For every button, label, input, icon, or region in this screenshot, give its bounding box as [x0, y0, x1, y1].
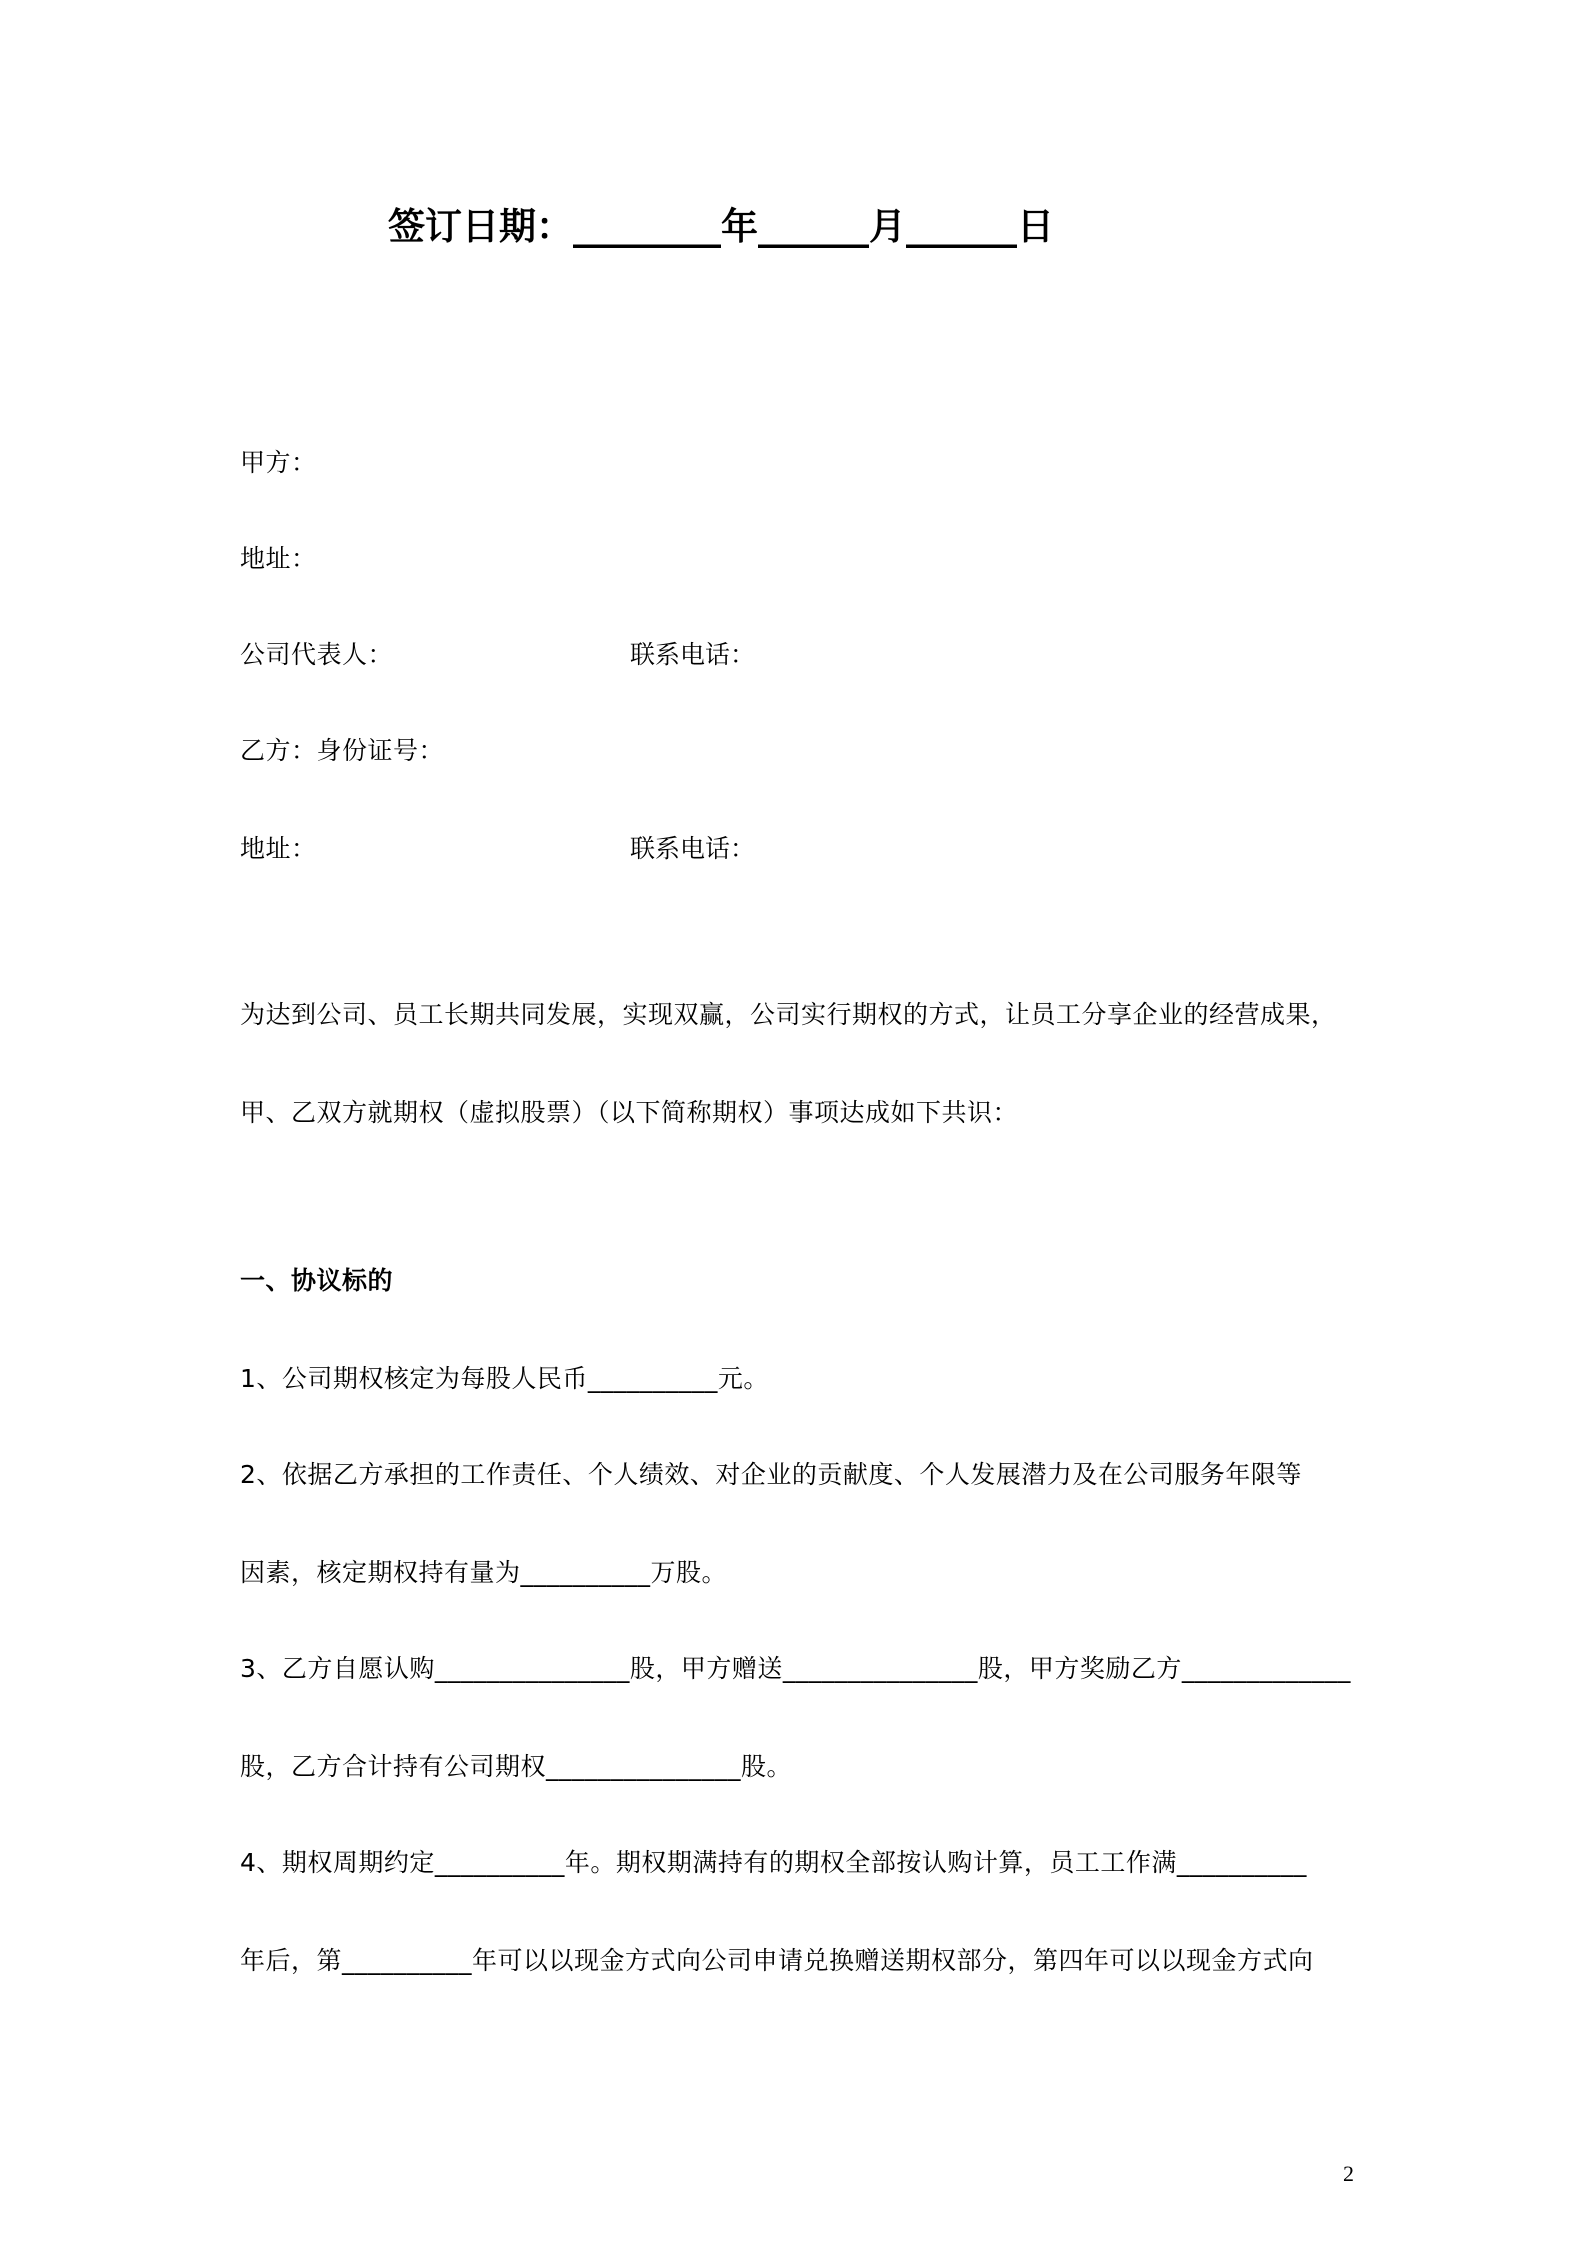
party-b-address-label: 地址：	[240, 834, 317, 863]
clause-line-3: 因素，核定期权持有量为__________万股。	[240, 1558, 728, 1587]
party-a-label: 甲方：	[240, 448, 317, 477]
clause-line-6: 4、期权周期约定__________年。期权期满持有的期权全部按认购计算，员工工作满__________	[240, 1848, 1307, 1877]
party-b-id-label: 乙方：身份证号：	[240, 736, 445, 765]
company-representative-label: 公司代表人：	[240, 640, 394, 669]
clause-line-1: 1、公司期权核定为每股人民币__________元。	[240, 1364, 769, 1393]
party-a-phone-label: 联系电话：	[630, 640, 756, 669]
preamble-line-2: 甲、乙双方就期权（虚拟股票）（以下简称期权）事项达成如下共识：	[240, 1098, 1019, 1127]
preamble-line-1: 为达到公司、员工长期共同发展，实现双赢，公司实行期权的方式，让员工分享企业的经营成果，	[240, 1000, 1337, 1029]
page-number: 2	[1343, 2161, 1354, 2186]
clause-line-4: 3、乙方自愿认购_______________股，甲方赠送_______________股，甲方奖励乙方_____________	[240, 1654, 1351, 1683]
clause-line-2: 2、依据乙方承担的工作责任、个人绩效、对企业的贡献度、个人发展潜力及在公司服务年限等	[240, 1460, 1302, 1489]
section-title: 一、协议标的	[240, 1266, 394, 1295]
signing-date-title: 签订日期：________年______月______日	[388, 205, 1054, 248]
party-b-phone-label: 联系电话：	[630, 834, 756, 863]
clause-line-7: 年后，第__________年可以以现金方式向公司申请兑换赠送期权部分，第四年可以以现金方式向	[240, 1946, 1314, 1975]
party-a-address-label: 地址：	[240, 544, 317, 573]
clause-line-5: 股，乙方合计持有公司期权_______________股。	[240, 1752, 793, 1781]
